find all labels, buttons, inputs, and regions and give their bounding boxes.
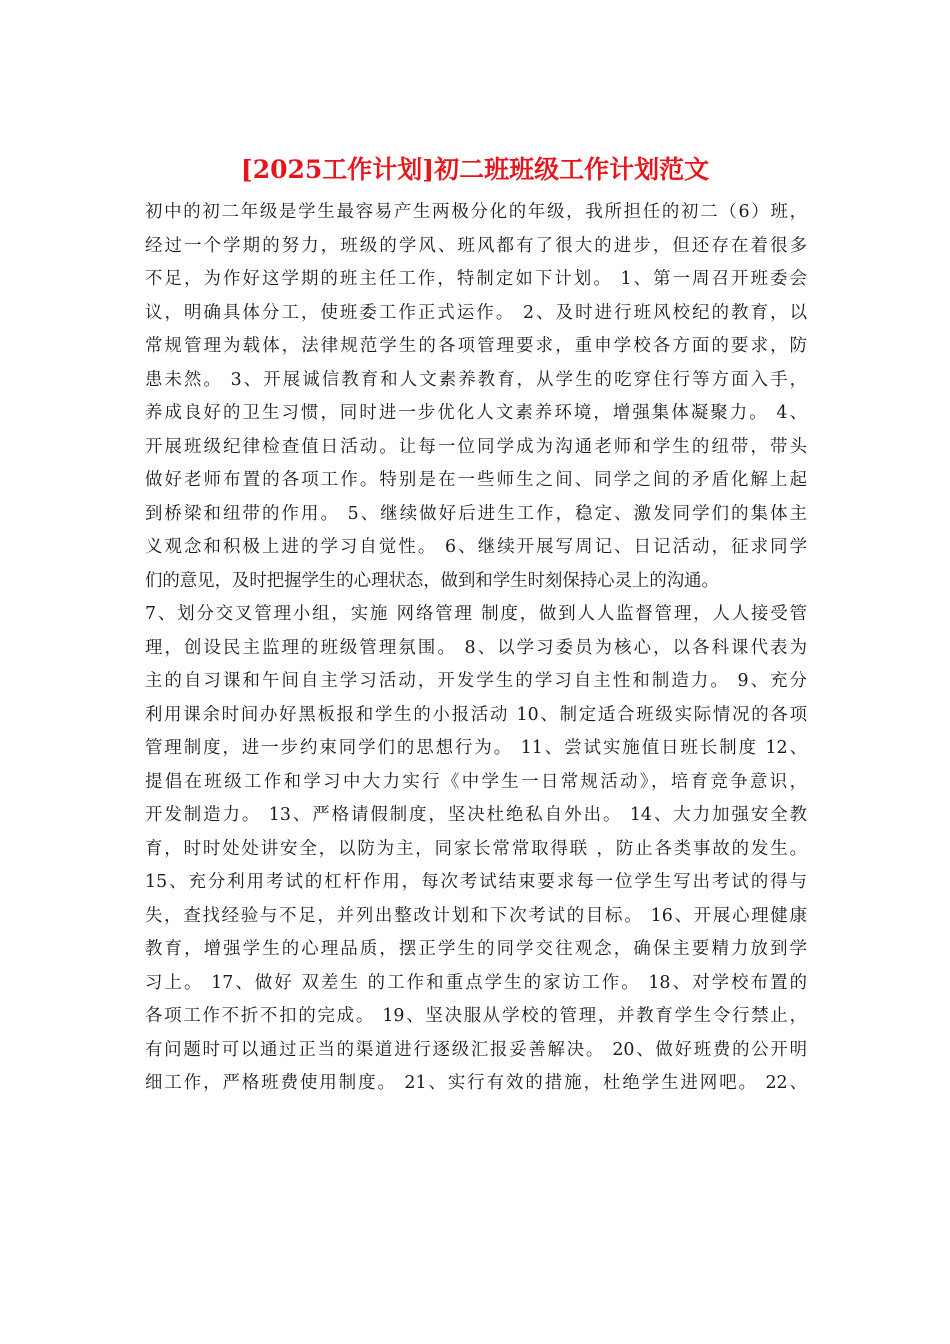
document-body <box>145 196 807 1101</box>
body-line: 各项工作不折不扣的完成。 19、坚决服从学校的管理，并教育学生令行禁止， <box>145 1006 807 1026</box>
body-line: 议，明确具体分工，使班委工作正式运作。 2、及时进行班风校纪的教育，以 <box>145 302 807 323</box>
body-line: 不足，为作好这学期的班主任工作，特制定如下计划。 1、第一周召开班委会 <box>145 269 807 289</box>
body-line: 细工作，严格班费使用制度。 21、实行有效的措施，杜绝学生进网吧。 22、 <box>145 1073 807 1093</box>
body-line: 理，创设民主监理的班级管理氛围。 8、以学习委员为核心，以各科课代表为 <box>145 637 807 658</box>
body-line: 经过一个学期的努力，班级的学风、班风都有了很大的进步，但还存在着很多 <box>145 235 807 256</box>
body-line: 习上。 17、做好 双差生 的工作和重点学生的家访工作。 18、对学校布置的 <box>145 972 807 993</box>
body-line: 有问题时可以通过正当的渠道进行逐级汇报妥善解决。 20、做好班费的公开明 <box>145 1039 807 1060</box>
body-line: 义观念和积极上进的学习自觉性。 6、继续开展写周记、日记活动，征求同学 <box>145 537 807 557</box>
body-line: 7、划分交叉管理小组，实施 网络管理 制度，做到人人监督管理，人人接受管 <box>145 604 807 624</box>
body-line: 失，查找经验与不足，并列出整改计划和下次考试的目标。 16、开展心理健康 <box>145 905 807 926</box>
body-line: 利用课余时间办好黑板报和学生的小报活动 10、制定适合班级实际情况的各项 <box>145 704 807 725</box>
body-line: 管理制度，进一步约束同学们的思想行为。 11、尝试实施值日班长制度 12、 <box>145 738 807 758</box>
body-line: 做好老师布置的各项工作。特别是在一些师生之间、同学之间的矛盾化解上起 <box>145 470 807 490</box>
body-line: 提倡在班级工作和学习中大力实行《中学生一日常规活动》，培育竞争意识， <box>145 771 807 792</box>
document-title: [2025工作计划]初二班班级工作计划范文 <box>240 155 710 184</box>
body-line: 常规管理为载体，法律规范学生的各项管理要求，重申学校各方面的要求，防 <box>145 336 807 356</box>
body-line: 育，时时处处讲安全，以防为主，同家长常常取得联 ，防止各类事故的发生。 <box>145 838 807 859</box>
body-line: 养成良好的卫生习惯，同时进一步优化人文素养环境，增强集体凝聚力。 4、 <box>145 403 807 423</box>
body-line: 主的自习课和午间自主学习活动，开发学生的学习自主性和制造力。 9、充分 <box>145 671 807 691</box>
body-line: 开发制造力。 13、严格请假制度，坚决杜绝私自外出。 14、大力加强安全教 <box>145 805 807 825</box>
body-line: 初中的初二年级是学生最容易产生两极分化的年级，我所担任的初二（6）班， <box>145 202 807 222</box>
body-line: 患未然。 3、开展诚信教育和人文素养教育，从学生的吃穿住行等方面入手， <box>145 369 807 390</box>
body-line: 开展班级纪律检查值日活动。让每一位同学成为沟通老师和学生的纽带，带头 <box>145 436 807 457</box>
body-line: 们的意见，及时把握学生的心理状态，做到和学生时刻保持心灵上的沟通。 <box>145 570 719 591</box>
body-line: 15、充分利用考试的杠杆作用，每次考试结束要求每一位学生写出考试的得与 <box>145 872 807 892</box>
body-line: 教育，增强学生的心理品质，摆正学生的同学交往观念，确保主要精力放到学 <box>145 939 807 959</box>
body-line: 到桥梁和纽带的作用。 5、继续做好后进生工作，稳定、激发同学们的集体主 <box>145 503 807 524</box>
